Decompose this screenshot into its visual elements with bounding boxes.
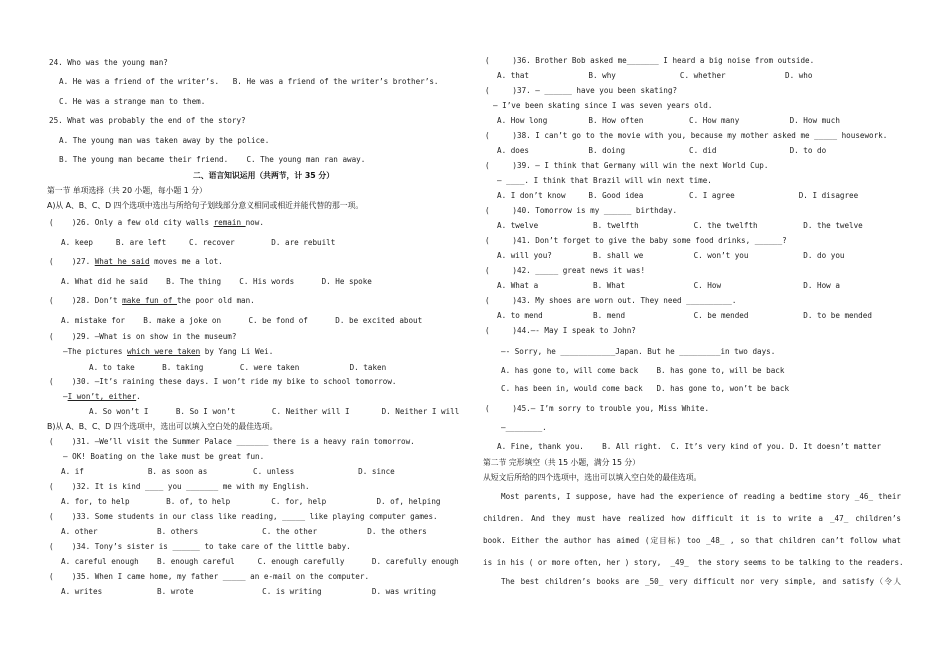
- right-line: A. I don’t know B. Good idea C. I agree D. I disagree: [497, 191, 859, 200]
- right-line: ( )40. Tomorrow is my ______ birthday.: [485, 206, 678, 215]
- line-text: by Yang Li Wei.: [200, 347, 274, 356]
- right-line: ( )37. — ______ have you been skating?: [485, 86, 678, 95]
- right-line: A. will you? B. shall we C. won’t you D. do you: [497, 251, 845, 260]
- left-line: A. keep B. are left C. recover D. are rebuilt: [61, 238, 336, 247]
- underlined-phrase: make fun of: [122, 296, 178, 305]
- right-line: 从短文后所给的四个选项中，选出可以填入空白处的最佳选项。: [483, 473, 702, 482]
- underlined-phrase: What he said: [94, 257, 150, 266]
- left-line: 24. Who was the young man?: [49, 58, 168, 67]
- left-line: 第一节 单项选择（共 20 小题，每小题 1 分）: [47, 186, 207, 195]
- right-line: A. has gone to, will come back B. has gone to, will be back: [501, 366, 785, 375]
- left-line: [63, 347, 273, 357]
- left-line: 25. What was probably the end of the story?: [49, 116, 246, 125]
- right-line: —________.: [501, 423, 547, 432]
- line-text: ( )26. Only a few old city walls: [49, 218, 214, 227]
- line-text: ( )27.: [49, 257, 95, 266]
- right-line: ( )45.— I’m sorry to trouble you, Miss White.: [485, 404, 710, 413]
- right-line: — ____. I think that Brazil will win next time.: [497, 176, 712, 185]
- left-line: A. if B. as soon as C. unless D. since: [61, 467, 395, 476]
- line-text: .: [136, 392, 141, 401]
- left-line: [63, 392, 141, 402]
- right-line: book. Either the author has aimed (定目标) too _48_ , so that children can’t follow what: [483, 536, 901, 545]
- left-line: ( )32. It is kind ____ you _______ me with my English.: [49, 482, 310, 491]
- left-line: ( )29. —What is on show in the museum?: [49, 332, 237, 341]
- left-line: A. for, to help B. of, to help C. for, help D. of, helping: [61, 497, 441, 506]
- left-line: — OK! Boating on the lake must be great fun.: [63, 452, 265, 461]
- line-text: now.: [245, 218, 264, 227]
- right-line: ( )44.—- May I speak to John?: [485, 326, 636, 335]
- left-line: B. The young man became their friend. C. The young man ran away.: [59, 155, 366, 164]
- right-line: ( )39. — I think that Germany will win the next World Cup.: [485, 161, 769, 170]
- left-line: C. He was a strange man to them.: [59, 97, 206, 106]
- left-line: A. mistake for B. make a joke on C. be fond of D. be excited about: [61, 316, 423, 325]
- left-line: 二、语言知识运用（共两节，计 35 分）: [193, 171, 335, 180]
- left-line: [49, 296, 255, 306]
- left-line: ( )30. —It’s raining these days. I won’t ride my bike to school tomorrow.: [49, 377, 397, 386]
- left-line: ( )33. Some students in our class like reading, _____ like playing computer games.: [49, 512, 438, 521]
- left-line: [49, 218, 264, 228]
- left-line: [49, 257, 223, 267]
- right-line: — I’ve been skating since I was seven years old.: [493, 101, 713, 110]
- right-line: ( )43. My shoes are worn out. They need __________.: [485, 296, 737, 305]
- right-line: is in his ( or more often, her ) story, _49_ the story seems to be talking to the readers.: [483, 558, 904, 567]
- right-line: A. How long B. How often C. How many D. How much: [497, 116, 840, 125]
- right-line: 第二节 完形填空（共 15 小题，满分 15 分）: [483, 458, 640, 467]
- right-line: children. And they must have realized how difficult it is to write a _47_ children’s: [483, 514, 901, 523]
- left-line: A. The young man was taken away by the police.: [59, 136, 270, 145]
- underlined-phrase: I won’t, either: [67, 392, 137, 401]
- left-line: A. to take B. taking C. were taken D. taken: [89, 363, 387, 372]
- right-line: The best children’s books are _50_ very difficult nor very simple, and satisfy（令人: [501, 577, 901, 586]
- left-line: A. He was a friend of the writer’s. B. He was a friend of the writer’s brother’s.: [59, 77, 439, 86]
- left-line: A. writes B. wrote C. is writing D. was writing: [61, 587, 436, 596]
- right-line: ( )36. Brother Bob asked me_______ I heard a big noise from outside.: [485, 56, 815, 65]
- left-line: ( )35. When I came home, my father _____ an e-mail on the computer.: [49, 572, 370, 581]
- right-line: ( )42. _____ great news it was!: [485, 266, 646, 275]
- line-text: moves me a lot.: [149, 257, 223, 266]
- line-text: ( )28. Don’t: [49, 296, 123, 305]
- right-line: ( )41. Don’t forget to give the baby some food drinks, ______?: [485, 236, 787, 245]
- underlined-phrase: which were taken: [127, 347, 201, 356]
- left-line: A. So won’t I B. So I won’t C. Neither will I D. Neither I will: [89, 407, 460, 416]
- underlined-phrase: remain: [213, 218, 246, 227]
- right-line: C. has been in, would come back D. has gone to, won’t be back: [501, 384, 790, 393]
- right-line: A. that B. why C. whether D. who: [497, 71, 813, 80]
- left-line: A)从 A、B、C、D 四个选项中选出与所给句子划线部分意义相同或相近并能代替的那一项。: [47, 201, 364, 210]
- right-line: A. twelve B. twelfth C. the twelfth D. the twelve: [497, 221, 863, 230]
- left-line: B)从 A、B、C、D 四个选项中，选出可以填入空白处的最佳选项。: [47, 422, 278, 431]
- right-line: Most parents, I suppose, have had the experience of reading a bedtime story _46_ their: [501, 492, 901, 501]
- right-line: ( )38. I can’t go to the movie with you, because my mother asked me _____ housework.: [485, 131, 888, 140]
- left-column: [45, 0, 485, 658]
- line-text: —: [63, 392, 68, 401]
- right-line: —- Sorry, he ____________Japan. But he _________in two days.: [501, 347, 776, 356]
- left-line: A. What did he said B. The thing C. His words D. He spoke: [61, 277, 372, 286]
- line-text: —The pictures: [63, 347, 128, 356]
- right-line: A. What a B. What C. How D. How a: [497, 281, 840, 290]
- right-column: [483, 0, 913, 658]
- line-text: the poor old man.: [177, 296, 255, 305]
- left-line: A. careful enough B. enough careful C. enough carefully D. carefully enough: [61, 557, 459, 566]
- right-line: A. to mend B. mend C. be mended D. to be mended: [497, 311, 872, 320]
- right-line: A. Fine, thank you. B. All right. C. It’s very kind of you. D. It doesn’t matter: [497, 442, 882, 451]
- right-line: A. does B. doing C. did D. to do: [497, 146, 827, 155]
- left-line: ( )34. Tony’s sister is ______ to take care of the little baby.: [49, 542, 351, 551]
- left-line: A. other B. others C. the other D. the others: [61, 527, 427, 536]
- left-line: ( )31. —We’ll visit the Summer Palace _______ there is a heavy rain tomorrow.: [49, 437, 415, 446]
